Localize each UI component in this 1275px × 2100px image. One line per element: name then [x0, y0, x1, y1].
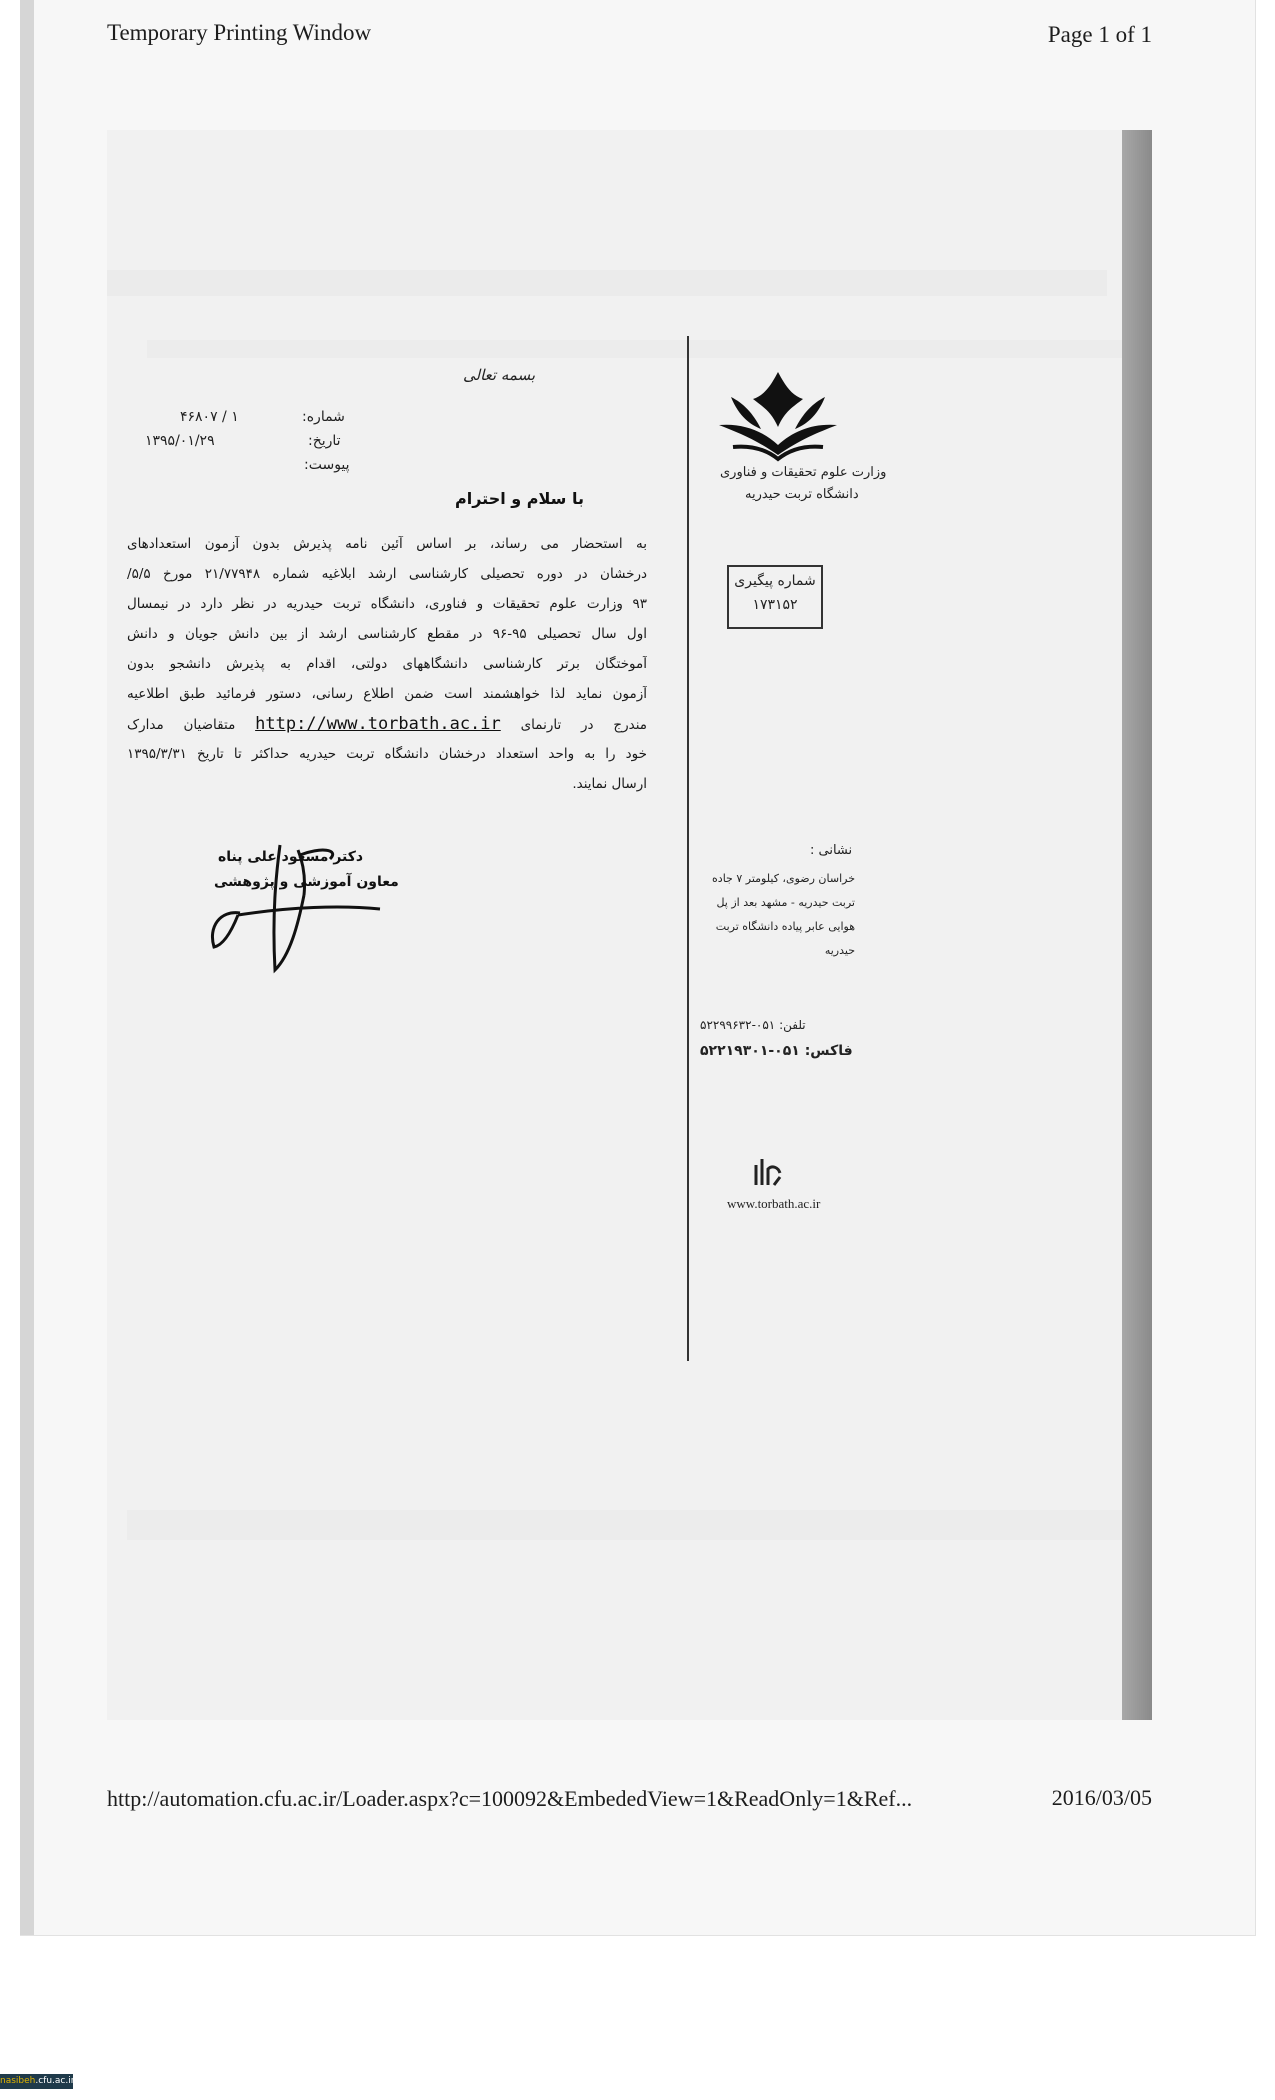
fax-number: ۰۵۱-۵۲۲۱۹۳۰۱ — [700, 1043, 800, 1059]
print-footer-date: 2016/03/05 — [1051, 1785, 1152, 1810]
watermark-brand: nasibeh — [0, 2076, 36, 2086]
signer-name: دکتر مسعود علی پناه — [218, 849, 364, 865]
university-name: دانشگاه تربت حیدریه — [745, 487, 859, 502]
university-logo-icon — [713, 367, 843, 467]
address-label: نشانی : — [810, 843, 853, 858]
letter-date: ۱۳۹۵/۰۱/۲۹ — [145, 433, 215, 449]
letterhead-divider — [687, 336, 689, 1361]
scan-noise — [107, 270, 1107, 296]
tracking-box — [727, 565, 823, 629]
body-line: ارسال نمایند. — [572, 776, 647, 792]
fax-row — [700, 1043, 853, 1059]
scan-dark-strip — [1122, 130, 1152, 1720]
fax-label: فاکس: — [804, 1043, 853, 1059]
signer-title: معاون آموزشی و پژوهشی — [214, 874, 399, 890]
small-logo-icon — [752, 1155, 784, 1189]
letter-date-label: تاریخ: — [308, 433, 341, 449]
body-line: آزمون نماید لذا خواهشمند است ضمن اطلاع رسانی، دستور فرمائید طبق اطلاعیه — [127, 686, 647, 702]
tracking-number: ۱۷۳۱۵۲ — [752, 597, 798, 613]
ministry-name: وزارت علوم تحقیقات و فناوری — [720, 465, 887, 480]
print-header-title: Temporary Printing Window — [107, 20, 372, 45]
body-line: به استحضار می رساند، بر اساس آئین نامه پذیرش بدون آزمون استعدادهای — [127, 536, 647, 552]
scan-edge-shadow — [20, 0, 34, 1935]
tracking-label: شماره پیگیری — [734, 573, 816, 589]
university-link[interactable]: http://www.torbath.ac.ir — [255, 714, 501, 734]
letter-number: ۱ / ۴۶۸۰۷ — [180, 409, 239, 425]
scan-noise — [127, 1510, 1127, 1540]
attachment-label: پیوست: — [304, 457, 350, 473]
body-line: خود را به واحد استعداد درخشان دانشگاه تربت حیدریه حداکثر تا تاریخ ۱۳۹۵/۳/۳۱ — [127, 746, 647, 762]
body-text-after-link: متقاضیان مدارک — [127, 717, 236, 733]
watermark-domain: .cfu.ac.ir — [35, 2076, 75, 2086]
tel-label: تلفن: — [779, 1018, 806, 1032]
body-line: اول سال تحصیلی ۹۵-۹۶ در مقطع کارشناسی ارشد از بین دانش جویان و دانش — [127, 626, 647, 642]
print-footer-url: http://automation.cfu.ac.ir/Loader.aspx?c=100092&EmbededView=1&ReadOnly=1&Ref... — [107, 1786, 913, 1811]
body-text-before-link: مندرج در تارنمای — [520, 717, 647, 733]
basmala: بسمه تعالی — [463, 366, 536, 384]
scan-noise — [147, 340, 1127, 358]
telephone-row — [700, 1018, 806, 1032]
body-line: آموختگان برتر کارشناسی دانشگاههای دولتی، اقدام به پذیرش دانشجو بدون — [127, 656, 647, 672]
address-text: خراسان رضوی، کیلومتر ۷ جاده تربت حیدریه - مشهد بعد از پل هوایی عابر پیاده دانشگاه تربت حیدریه — [712, 872, 855, 957]
university-website: www.torbath.ac.ir — [727, 1196, 821, 1211]
site-watermark — [0, 2074, 73, 2089]
tel-number: ۰۵۱-۵۲۲۹۹۶۳۲ — [700, 1018, 776, 1032]
print-header-page: Page 1 of 1 — [1047, 22, 1152, 47]
body-line-with-link — [127, 714, 647, 734]
body-line: ۹۳ وزارت علوم تحقیقات و فناوری، دانشگاه تربت حیدریه در نظر دارد در نیمسال — [127, 596, 647, 612]
body-line: درخشان در دوره تحصیلی کارشناسی ارشد ابلاغیه شماره ۲۱/۷۷۹۴۸ مورخ ۵/۵/ — [127, 566, 647, 582]
letter-number-label: شماره: — [302, 409, 345, 425]
greeting: با سلام و احترام — [455, 489, 584, 508]
